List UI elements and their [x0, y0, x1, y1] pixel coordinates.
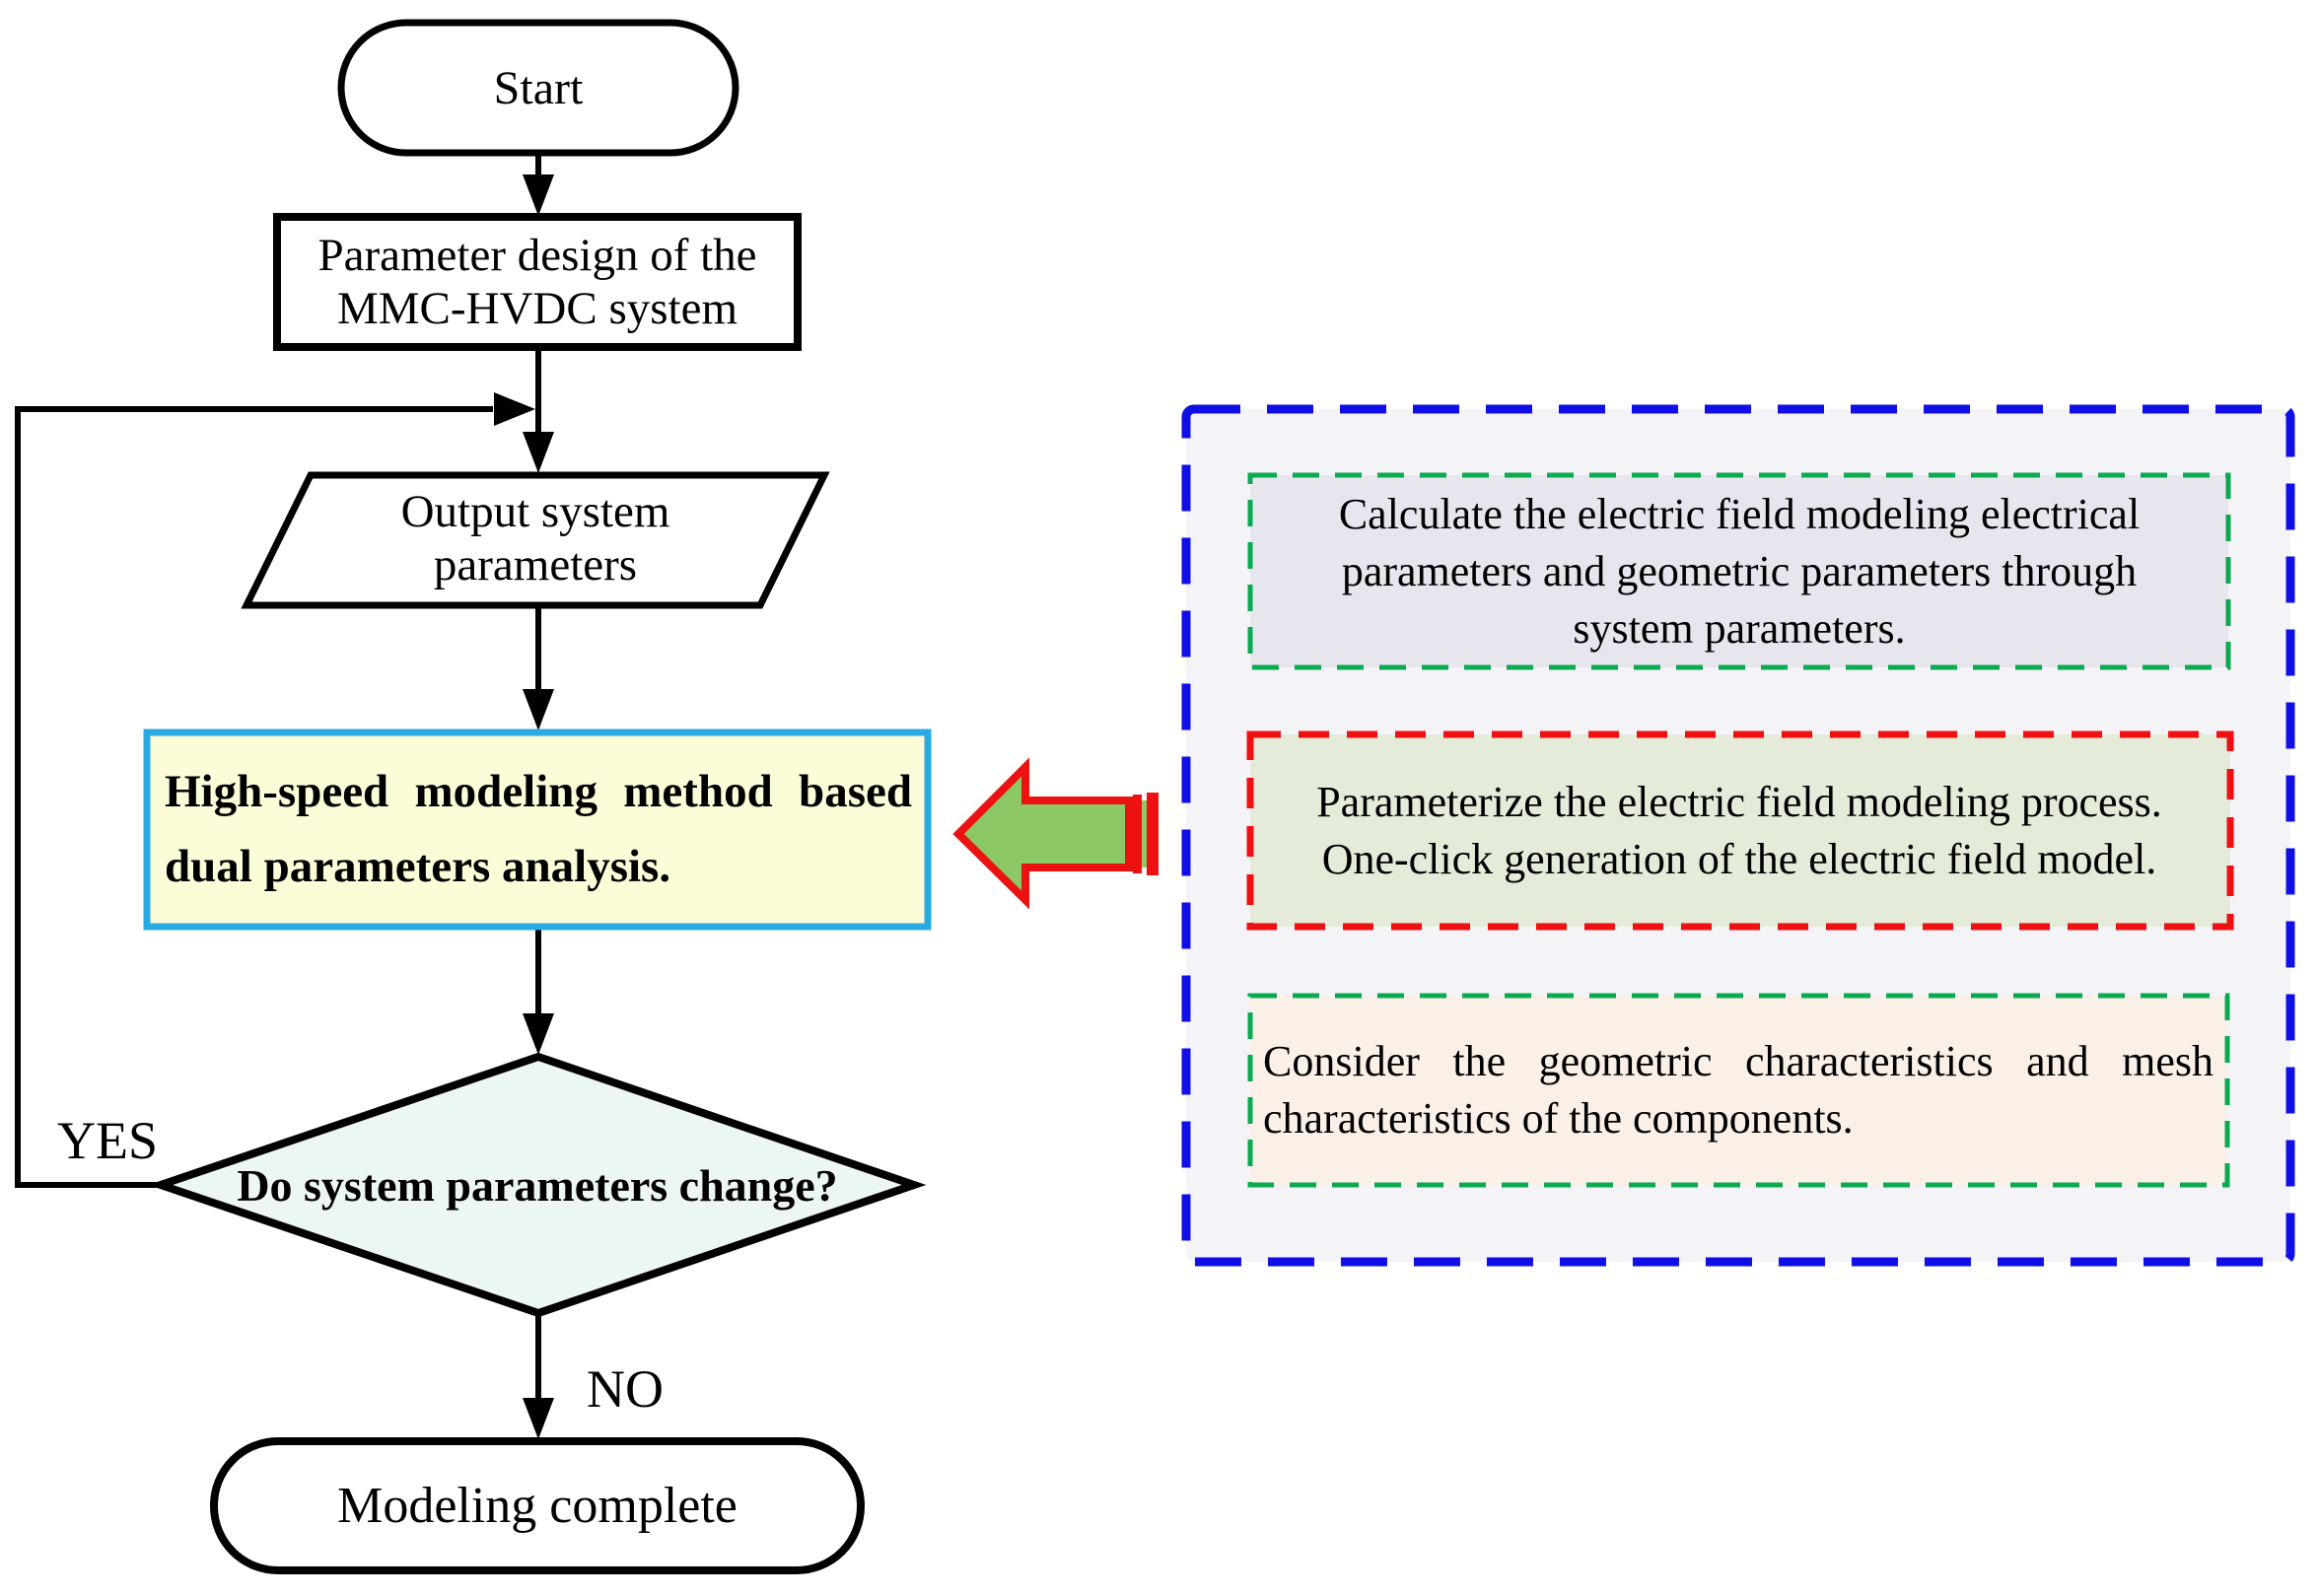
param-design-line2: MMC-HVDC system: [336, 283, 738, 334]
annotation-box1-label: [1274, 475, 2205, 667]
arrowhead-yes-feedback: [494, 392, 535, 426]
high-speed-line1: High-speed modeling method based: [165, 766, 912, 817]
high-speed-node-label: [165, 737, 912, 921]
param-design-node-label: [277, 217, 798, 347]
output-params-line1: Output system: [400, 486, 670, 537]
annotation-box1-line2: parameters and geometric parameters through: [1341, 546, 2138, 595]
arrowhead-highspeed-to-decision: [523, 1013, 554, 1055]
annotation-box3-line2: characteristics of the components.: [1263, 1094, 1854, 1143]
start-node-label: Start: [493, 61, 584, 114]
arrowhead-param-to-output: [523, 432, 554, 473]
output-params-node-label: [246, 475, 824, 605]
branch-yes-label: YES: [57, 1111, 159, 1170]
branch-no-label: NO: [587, 1359, 664, 1419]
callout-arrow-tail-bar-2: [1147, 793, 1159, 875]
param-design-line1: Parameter design of the: [317, 230, 757, 281]
annotation-box2-line1: Parameterize the electric field modeling process.: [1316, 777, 2162, 826]
high-speed-line2: dual parameters analysis.: [165, 841, 671, 892]
annotation-box2-line2: One-click generation of the electric field model.: [1321, 834, 2157, 883]
annotation-box1-line1: Calculate the electric field modeling electrical: [1338, 489, 2141, 538]
annotation-box3-label: [1263, 996, 2214, 1185]
annotation-box3-line1: Consider the geometric characteristics and mesh: [1263, 1037, 2214, 1085]
decision-node-label: Do system parameters change?: [237, 1159, 838, 1211]
arrowhead-start-to-param: [523, 174, 554, 216]
annotation-box1-line3: system parameters.: [1573, 603, 1906, 653]
arrowhead-output-to-highspeed: [523, 689, 554, 730]
annotation-box2-label: [1274, 734, 2205, 927]
callout-arrow-left-icon: [958, 767, 1129, 900]
callout-arrow-tail-gap: [1142, 800, 1147, 867]
arrowhead-decision-to-complete: [523, 1398, 554, 1439]
complete-node-label: Modeling complete: [337, 1478, 738, 1534]
callout-arrow-tail-bar-1: [1133, 795, 1142, 873]
output-params-line2: parameters: [433, 539, 638, 590]
